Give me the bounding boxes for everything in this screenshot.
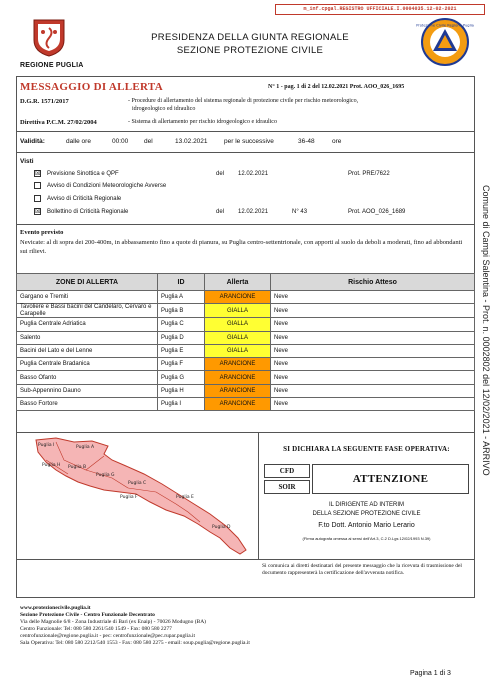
visti-item-label: Avviso di Condizioni Meteorologiche Avverse	[47, 183, 167, 190]
footer-soir-phone: Sala Operativa: Tel: 080 580 2212/540 1553 - Fax: 080 580 2275 - email: soup.puglia@regione.puglia.it	[20, 640, 250, 646]
zone-name: Tavoliere e Bassi bacini del Candelaro, Cervaro e Carapelle	[17, 304, 158, 318]
zone-name: Bacini del Lato e del Lenne	[17, 344, 158, 357]
zone-risk: Neve	[271, 291, 475, 304]
side-stamp-text: Comune di Campi Salentina - Prot. n. 0002802 del 12/02/2021 - ARRIVO	[481, 185, 491, 476]
table-row	[17, 318, 475, 331]
visti-title: Visti	[20, 158, 34, 165]
map-zone-label: Puglia B	[68, 465, 87, 470]
validity-from-label: dalle ore	[66, 138, 91, 145]
zone-risk: Neve	[271, 384, 475, 397]
header-id: ID	[158, 274, 205, 291]
validity-next-label: per le successive	[224, 138, 274, 145]
evento-text: Nevicate: al di sopra dei 200-400m, in abbassamento fino a quote di pianura, su Puglia centro-settentrionale, con apporti al suolo da deboli a moderati, fino ad abbondanti sui rilievi.	[20, 239, 463, 255]
zone-id: Puglia A	[158, 291, 205, 304]
notification-notice: Si comunica ai diretti destinatari del presente messaggio che la ricevuta di trasmissione del documento rappresenterà la certificazione dell'avvenuta notifica.	[262, 563, 462, 576]
visti-prot: Prot. AOO_026_1689	[348, 209, 406, 215]
map-zone-label: Puglia D	[212, 525, 231, 530]
header-risk: Rischio Atteso	[271, 274, 475, 291]
soir-label: SOIR	[264, 480, 310, 494]
header-zone: ZONE DI ALLERTA	[17, 274, 158, 291]
footer-org: Sezione Protezione Civile - Centro Funzionale Decentrato	[20, 612, 155, 618]
checkbox-checked: ☒	[35, 209, 41, 215]
map-zone-label: Puglia I	[38, 443, 55, 448]
table-row	[17, 344, 475, 357]
zone-name: Salento	[17, 331, 158, 344]
visti-item-label: Bollettino di Criticità Regionale	[47, 209, 129, 216]
footer-address: Via delle Magnolie 6/8 - Zona Industriale di Bari (ex Enaip) - 70026 Modugno (BA)	[20, 619, 207, 625]
zone-name: Basso Ofanto	[17, 371, 158, 384]
zone-id: Puglia B	[158, 304, 205, 318]
table-row	[17, 291, 475, 304]
header-presidenza: PRESIDENZA DELLA GIUNTA REGIONALE	[151, 32, 349, 43]
checkbox-checked: ☒	[35, 171, 41, 177]
visti-number: N° 43	[292, 209, 308, 215]
zone-alert-level: GIALLA	[205, 304, 271, 318]
cfd-label: CFD	[264, 464, 310, 478]
zone-risk: Neve	[271, 398, 475, 411]
table-row	[17, 304, 475, 318]
map-zone-label: Puglia C	[128, 481, 147, 486]
zone-alert-level: ARANCIONE	[205, 384, 271, 397]
table-row	[17, 371, 475, 384]
dgr-text	[128, 98, 468, 113]
puglia-outline	[36, 438, 246, 554]
zone-name: Gargano e Tremiti	[17, 291, 158, 304]
zone-name: Sub-Appennino Dauno	[17, 384, 158, 397]
municipality-receipt-stamp	[481, 185, 491, 475]
zone-id: Puglia E	[158, 344, 205, 357]
map-zone-label: Puglia G	[96, 473, 115, 478]
directive-text: - Sistema di allertamento per rischio idrogeologico e idraulico	[128, 119, 277, 125]
zone-id: Puglia C	[158, 318, 205, 331]
message-meta: N° 1 - pag. 1 di 2 del 12.02.2021 Prot. AOO_026_1695	[268, 84, 405, 90]
regione-puglia-crest-icon	[32, 16, 66, 58]
visti-prot: Prot. PRE/7622	[348, 171, 390, 177]
divider	[16, 152, 475, 153]
footer	[20, 605, 470, 647]
visti-date: 12.02.2021	[238, 209, 269, 215]
divider	[16, 131, 475, 132]
table-row	[17, 358, 475, 371]
divider	[16, 224, 475, 225]
map-zone-label: Puglia H	[42, 463, 61, 468]
header-alert: Allerta	[205, 274, 271, 291]
visti-item	[34, 208, 128, 217]
zone-id: Puglia F	[158, 358, 205, 371]
checkbox-unchecked	[34, 182, 41, 189]
zone-alert-level: ARANCIONE	[205, 371, 271, 384]
right-logo-text: Protezione Civile Regione Puglia	[416, 23, 474, 28]
visti-del: del	[216, 171, 225, 177]
validity-from-time: 00:00	[112, 138, 129, 145]
table-header-row	[17, 274, 475, 291]
evento-title: Evento previsto	[20, 229, 64, 236]
zone-risk: Neve	[271, 331, 475, 344]
zones-body	[17, 291, 475, 411]
visti-item-label: Avviso di Criticità Regionale	[47, 196, 122, 203]
zone-alert-level: GIALLA	[205, 331, 271, 344]
divider	[16, 432, 475, 433]
table-row	[17, 331, 475, 344]
checkbox-unchecked	[34, 195, 41, 202]
signature-role: IL DIRIGENTE AD INTERIM	[328, 502, 405, 508]
zone-risk: Neve	[271, 304, 475, 318]
message-title: MESSAGGIO DI ALLERTA	[20, 81, 163, 93]
zone-alert-level: ARANCIONE	[205, 358, 271, 371]
zone-id: Puglia G	[158, 371, 205, 384]
visti-del: del	[216, 209, 225, 215]
footer-emails: centrofunzionale@regione.puglia.it - pec: centrofunzionale@pec.rupar.puglia.it	[20, 633, 196, 639]
validity-del-label: del	[144, 138, 153, 145]
zone-alert-level: ARANCIONE	[205, 398, 271, 411]
region-name: REGIONE PUGLIA	[20, 62, 84, 69]
zone-risk: Neve	[271, 344, 475, 357]
table-row	[17, 398, 475, 411]
dgr-text-line2: idrogeologico ed idraulico	[132, 105, 196, 112]
visti-date: 12.02.2021	[238, 171, 269, 177]
page-number: Pagina 1 di 3	[410, 670, 451, 677]
signature-section: DELLA SEZIONE PROTEZIONE CIVILE	[312, 511, 421, 517]
operative-phase-value: ATTENZIONE	[312, 464, 469, 494]
zone-risk: Neve	[271, 358, 475, 371]
validity-hours-unit: ore	[332, 138, 342, 145]
zone-name: Puglia Centrale Adriatica	[17, 318, 158, 331]
visti-item	[34, 182, 166, 191]
zone-id: Puglia D	[158, 331, 205, 344]
zone-id: Puglia I	[158, 398, 205, 411]
map-zone-label: Puglia E	[176, 495, 194, 500]
operative-phase-title: SI DICHIARA LA SEGUENTE FASE OPERATIVA:	[283, 445, 450, 453]
validity-date: 13.02.2021	[175, 138, 208, 145]
zone-alert-level: GIALLA	[205, 318, 271, 331]
visti-item	[34, 195, 121, 204]
divider	[16, 559, 475, 560]
directive-label: Direttiva P.C.M. 27/02/2004	[20, 119, 97, 126]
validity-label: Validità:	[20, 138, 45, 145]
zone-alert-level: GIALLA	[205, 344, 271, 357]
table-row	[17, 384, 475, 397]
visti-item-label: Previsione Sinottica e QPF	[47, 171, 119, 178]
alert-zones-table	[16, 273, 475, 411]
dgr-label: D.G.R. 1571/2017	[20, 98, 69, 105]
validity-hours: 36-48	[298, 138, 315, 145]
protocol-stamp: m_inf.cpgal.REGISTRO UFFICIALE.I.0004035.12-02-2021	[275, 4, 485, 15]
map-zone-label: Puglia A	[76, 445, 95, 450]
zone-alert-level: ARANCIONE	[205, 291, 271, 304]
zone-risk: Neve	[271, 371, 475, 384]
header-sezione: SEZIONE PROTEZIONE CIVILE	[176, 45, 324, 56]
zone-risk: Neve	[271, 318, 475, 331]
visti-item	[34, 170, 119, 179]
dgr-text-line1: - Procedure di allertamento del sistema regionale di protezione civile per rischio meteorologico,	[128, 98, 359, 104]
signature-name: F.to Dott. Antonio Mario Lerario	[318, 522, 415, 529]
zone-name: Basso Fortore	[17, 398, 158, 411]
map-zone-label: Puglia F	[120, 495, 138, 500]
zone-name: Puglia Centrale Bradanica	[17, 358, 158, 371]
protezione-civile-emblem-icon	[416, 18, 474, 66]
puglia-zones-map	[16, 432, 258, 559]
zone-id: Puglia H	[158, 384, 205, 397]
signature-note: (Firma autografa omessa ai sensi dell'Art.3, C.2 D.Lgs 12/02/1993 N.39)	[302, 536, 431, 541]
footer-website-link[interactable]: www.protezionecivile.puglia.it	[20, 605, 91, 611]
footer-cf-phone: Centro Funzionale: Tel: 080 580 2261/540 1549 - Fax: 080 580 2277	[20, 626, 172, 632]
